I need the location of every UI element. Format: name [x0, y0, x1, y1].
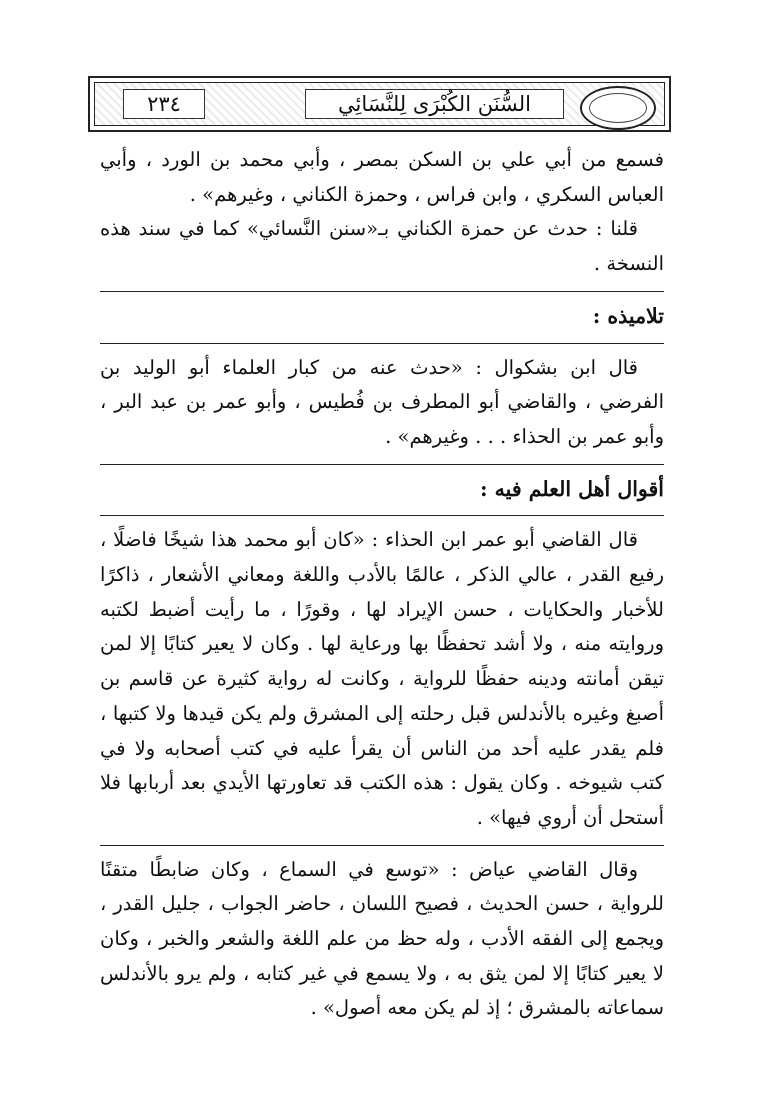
page-number: ٢٣٤ [123, 89, 205, 119]
paragraph-3: قال ابن بشكوال : «حدث عنه من كبار العلماء أبو الوليد بن الفرضي ، والقاضي أبو المطرف بن فُطيس ، وأبو عمر بن عبد البر ، وأبو عمر بن الحذاء . . . وغيرهم» . [100, 355, 664, 448]
running-title: السُّنَن الكُبْرَى لِلنَّسَائِي [305, 89, 564, 119]
paragraph-1: فسمع من أبي علي بن السكن بمصر ، وأبي محمد بن الورد ، وأبي العباس السكري ، وابن فراس ، وحمزة الكناني ، وغيرهم» . [100, 148, 664, 206]
emblem-icon [580, 86, 656, 130]
paragraph-4: قال القاضي أبو عمر ابن الحذاء : «كان أبو محمد هذا شيخًا فاضلًا ، رفيع القدر ، عالي الذكر ، عالمًا بالأدب واللغة ومعاني الأشعار ، ذاكرًا للأخبار والحكايات ، حسن الإيراد لها ، وقورًا ، ما رأيت أضبط لكتبه وروايته منه ، ولا أشد تحفظًا بها ورعاية لها . وكان لا يعير كتابًا إلا لمن تيقن أمانته ودينه حفظًا للرواية ، وكانت له رواية كثيرة عن قاسم بن أصبغ وغيره بالأندلس قبل رحلته إلى المشرق ولم يكن قيدها ولا كتبها ، فلم يقدر عليه أحد من الناس أن يقرأ عليه في كتب أصحابه ولا في كتب شيوخه . وكان يقول : هذه الكتب قد تعاورتها الأيدي بعد أربابها فلا أستحل أن أروي فيها» . [100, 528, 664, 829]
section-divider [100, 343, 664, 344]
page-header [88, 76, 671, 132]
header-ornament-band [94, 82, 665, 126]
section-divider [100, 845, 664, 846]
section-divider [100, 464, 664, 465]
paragraph-2: قلنا : حدث عن حمزة الكناني بـ«سنن النَّسائي» كما في سند هذه النسخة . [100, 217, 664, 276]
section-heading-opinions: أقوال أهل العلم فيه : [479, 476, 664, 501]
section-heading-students: تلاميذه : [592, 303, 664, 328]
page-body [100, 143, 664, 1026]
paragraph-5: وقال القاضي عياض : «توسع في السماع ، وكان ضابطًا متقنًا للرواية ، حسن الحديث ، فصيح اللسان ، حاضر الجواب ، جليل القدر ، ويجمع إلى الفقه الأدب ، وله حظ من علم اللغة والشعر والخبر ، وكان لا يعير كتابًا إلا لمن يثق به ، ولا يسمع في غير كتابه ، ولم يرو بالأندلس سماعاته بالمشرق ؛ إذ لم يكن معه أصول» . [100, 857, 664, 1020]
section-divider [100, 291, 664, 292]
section-divider [100, 515, 664, 516]
emblem-inner-ring [589, 93, 647, 123]
